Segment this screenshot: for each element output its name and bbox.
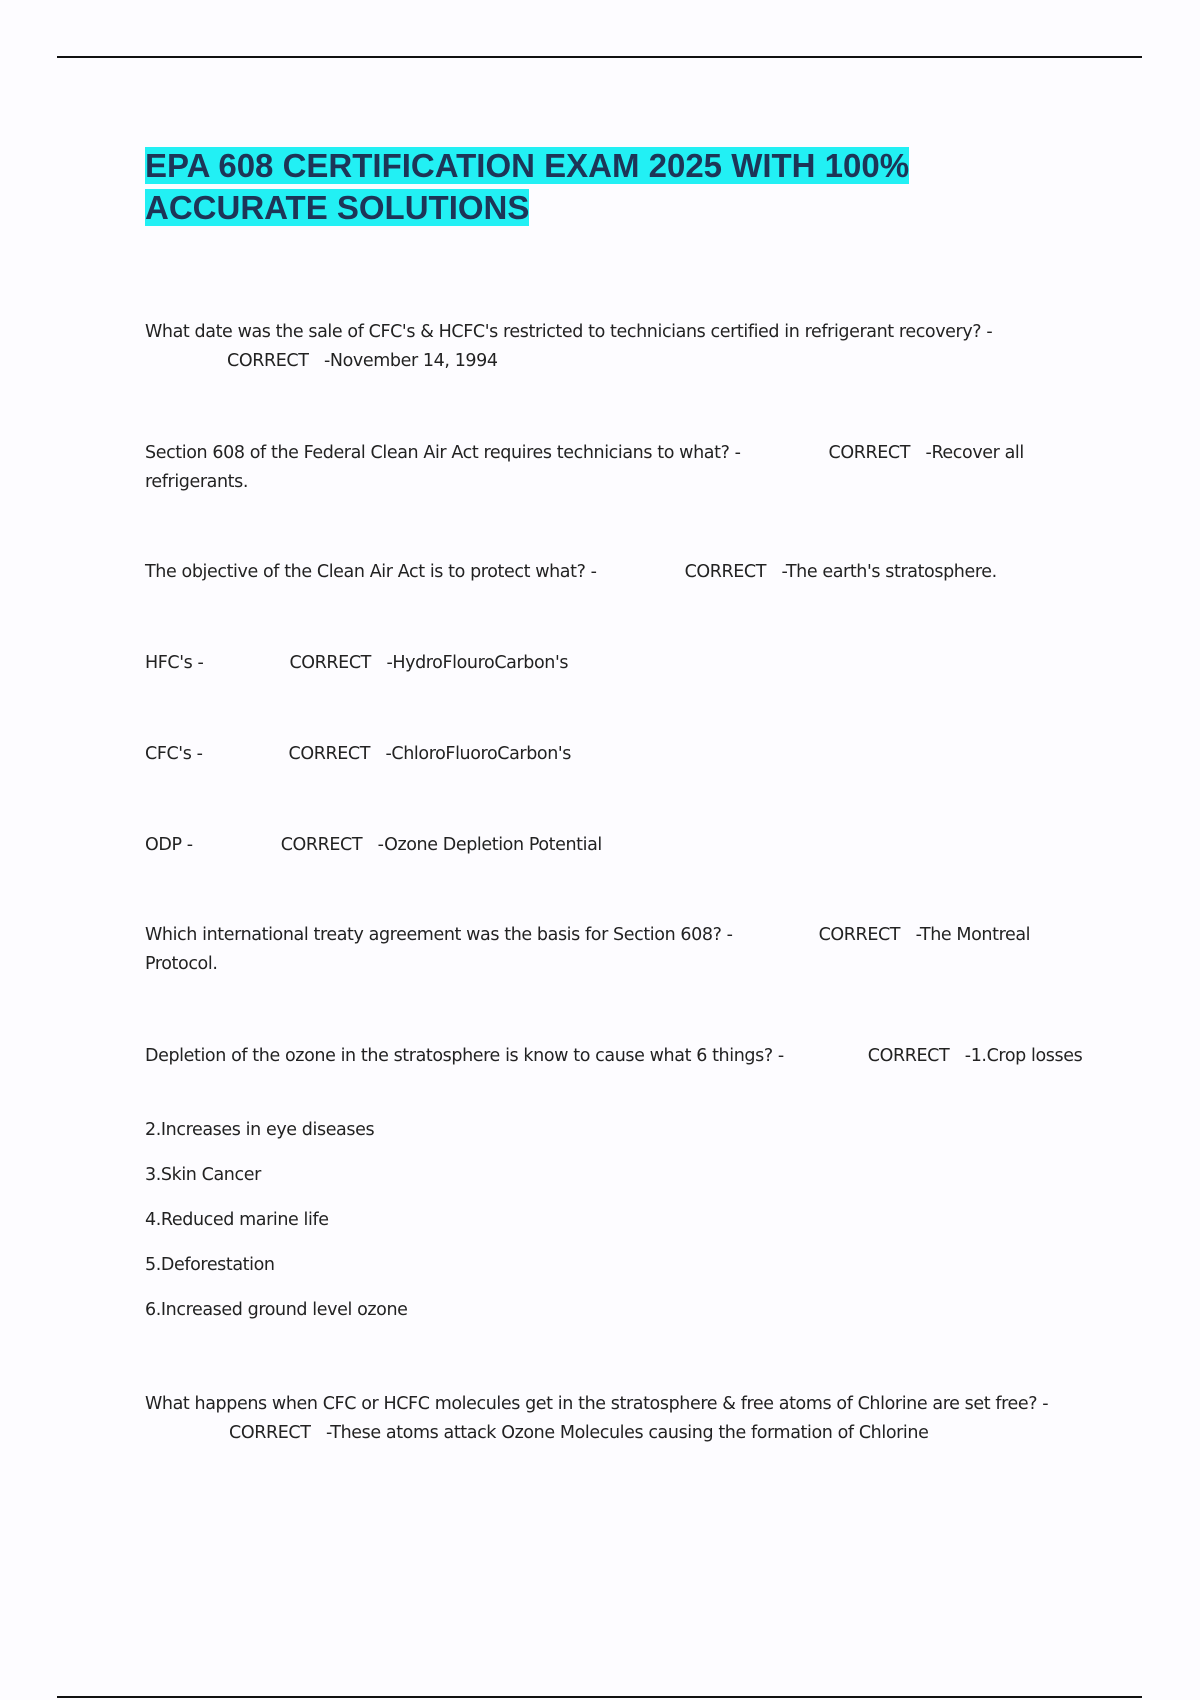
answer-text: -HydroFlouroCarbon's [386, 653, 569, 673]
qa-item-8 [145, 1042, 1085, 1071]
question-text: Which international treaty agreement was the basis for Section 608? - [145, 925, 733, 945]
list-item: 3.Skin Cancer [145, 1165, 261, 1185]
question-text: CFC's - [145, 744, 203, 764]
question-text: ODP - [145, 835, 193, 855]
top-rule [57, 56, 1142, 58]
list-item: 5.Deforestation [145, 1255, 275, 1275]
answer-text: -1.Crop losses [964, 1046, 1083, 1066]
correct-label: CORRECT [227, 351, 309, 371]
correct-label: CORRECT [280, 835, 363, 855]
answer-text: -ChloroFluoroCarbon's [385, 744, 572, 764]
correct-label: CORRECT [288, 744, 370, 764]
correct-label: CORRECT [867, 1046, 950, 1066]
answer-text: -The Montreal Protocol. [145, 925, 1031, 974]
qa-item-7 [145, 921, 1085, 979]
title-line-2: ACCURATE SOLUTIONS [145, 189, 530, 226]
question-text: What date was the sale of CFC's & HCFC's restricted to technicians certified in refrigerant recovery? - [145, 322, 993, 342]
question-text: What happens when CFC or HCFC molecules get in the stratosphere & free atoms of Chlorine are set free? - [145, 1394, 1049, 1414]
question-text: Depletion of the ozone in the stratosphere is know to cause what 6 things? - [145, 1046, 784, 1066]
answer-text: -The earth's stratosphere. [781, 562, 997, 582]
document-title [145, 145, 1045, 229]
list-item: 4.Reduced marine life [145, 1210, 329, 1230]
answer-text: -These atoms attack Ozone Molecules causing the formation of Chlorine [325, 1423, 929, 1443]
correct-label: CORRECT [229, 1423, 311, 1443]
correct-label: CORRECT [828, 443, 911, 463]
bottom-rule [57, 1696, 1142, 1698]
qa-item-1 [145, 318, 1085, 376]
qa-item-5 [145, 740, 1085, 769]
question-text: HFC's - [145, 653, 204, 673]
qa-item-6 [145, 831, 1085, 860]
correct-label: CORRECT [684, 562, 767, 582]
qa-item-3 [145, 558, 1085, 587]
correct-label: CORRECT [818, 925, 901, 945]
qa-item-4 [145, 649, 1085, 678]
question-text: Section 608 of the Federal Clean Air Act requires technicians to what? - [145, 443, 741, 463]
list-item: 6.Increased ground level ozone [145, 1300, 408, 1320]
correct-label: CORRECT [289, 653, 371, 673]
title-line-1: EPA 608 CERTIFICATION EXAM 2025 WITH 100% [145, 147, 910, 184]
answer-text: -Recover all refrigerants. [145, 443, 1024, 492]
qa-item-2 [145, 439, 1085, 497]
answer-text: -November 14, 1994 [323, 351, 498, 371]
answer-text: -Ozone Depletion Potential [377, 835, 602, 855]
list-item: 2.Increases in eye diseases [145, 1120, 375, 1140]
question-text: The objective of the Clean Air Act is to protect what? - [145, 562, 597, 582]
qa-item-9 [145, 1390, 1085, 1448]
